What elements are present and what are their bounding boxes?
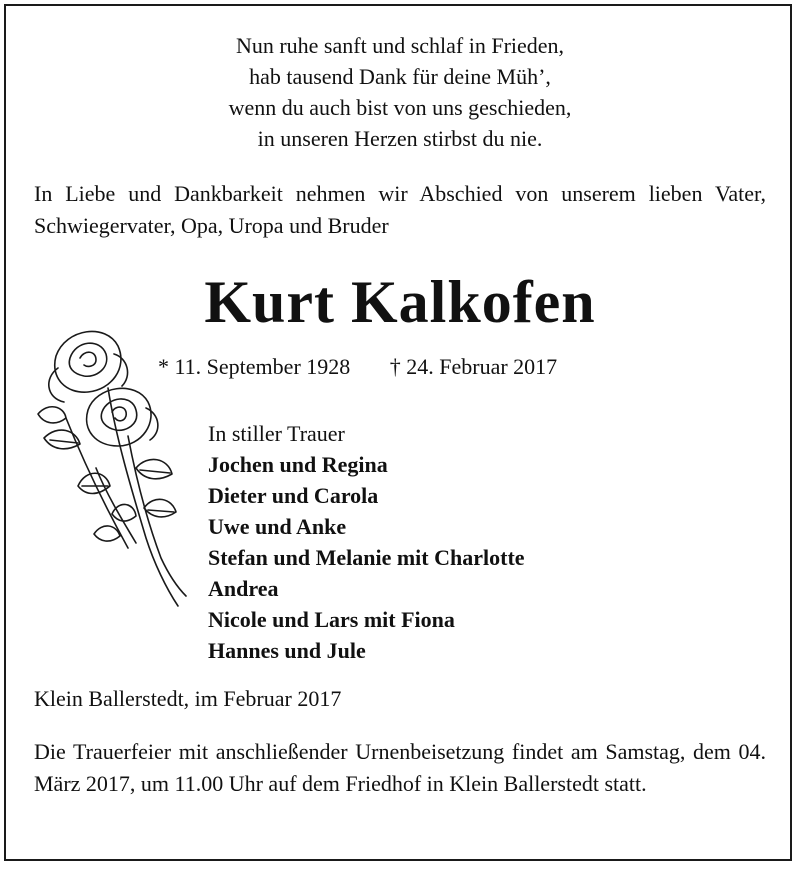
verse-line: Nun ruhe sanft und schlaf in Frieden, <box>235 33 565 58</box>
mourner-entry: Uwe und Anke <box>208 514 347 539</box>
life-dates <box>158 352 557 382</box>
verse-line: wenn du auch bist von uns geschieden, <box>228 95 572 120</box>
mourner-entry: Dieter und Carola <box>208 483 379 508</box>
roses-illustration-icon <box>36 318 196 618</box>
mourner-entry: Hannes und Jule <box>208 638 366 663</box>
funeral-details: Die Trauerfeier mit anschließender Urnenbeisetzung findet am Samstag, dem 04. März 2017, um 11.00 Uhr auf dem Friedhof in Klein Ballerstedt statt. <box>34 739 766 796</box>
birth-date: * 11. September 1928 <box>158 354 351 379</box>
mourner-entry: Stefan und Melanie mit Charlotte <box>208 545 525 570</box>
death-date: † 24. Februar 2017 <box>389 354 558 379</box>
verse-line: in unseren Herzen stirbst du nie. <box>257 126 543 151</box>
mourner-entry: Nicole und Lars mit Fiona <box>208 607 455 632</box>
intro-text: In Liebe und Dankbarkeit nehmen wir Abschied von unserem lieben Vater, Schwiegervater, Opa, Uropa und Bruder <box>34 181 766 238</box>
mourners-lead: In stiller Trauer <box>208 421 345 446</box>
mourners-list <box>208 418 525 666</box>
deceased-name: Kurt Kalkofen <box>204 269 596 335</box>
mourner-entry: Andrea <box>208 576 279 601</box>
verse-line: hab tausend Dank für deine Müh’, <box>249 64 551 89</box>
mourner-entry: Jochen und Regina <box>208 452 388 477</box>
memorial-verse <box>0 30 800 154</box>
place-and-date: Klein Ballerstedt, im Februar 2017 <box>34 686 342 711</box>
